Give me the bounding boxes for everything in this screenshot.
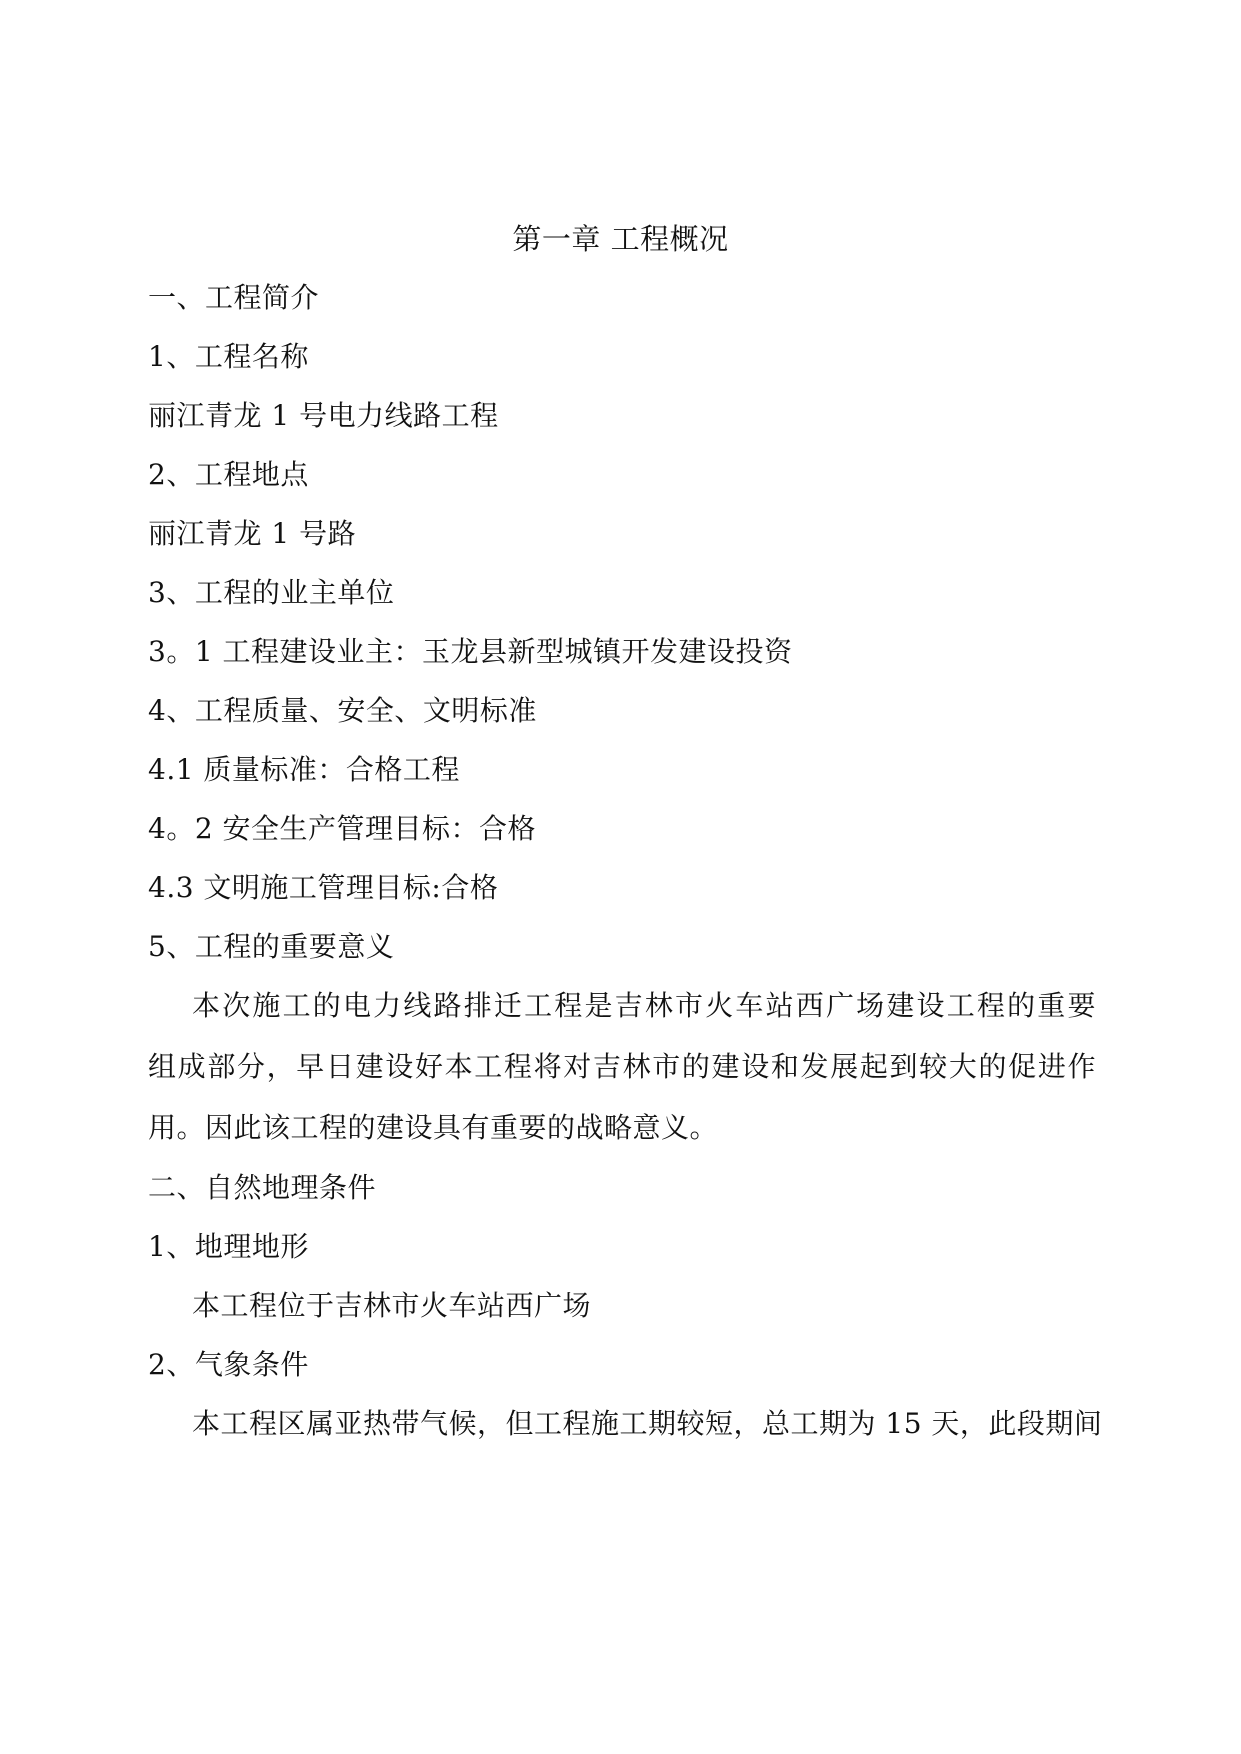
project-name-text: 丽江青龙 1 号电力线路工程 bbox=[148, 399, 499, 432]
item-heading-project-location: 2、工程地点 bbox=[148, 458, 309, 491]
civilized-construction-text: 4.3 文明施工管理目标:合格 bbox=[148, 871, 499, 904]
significance-paragraph-line-1: 本次施工的电力线路排迁工程是吉林市火车站西广场建设工程的重要 bbox=[192, 989, 1096, 1022]
item-heading-project-name: 1、工程名称 bbox=[148, 340, 309, 373]
item-heading-owner: 3、工程的业主单位 bbox=[148, 576, 395, 609]
significance-paragraph-line-3: 用。因此该工程的建设具有重要的战略意义。 bbox=[148, 1111, 719, 1144]
significance-paragraph-line-2: 组成部分，早日建设好本工程将对吉林市的建设和发展起到较大的促进作 bbox=[148, 1050, 1096, 1083]
item-heading-weather: 2、气象条件 bbox=[148, 1348, 309, 1381]
section-heading-natural-conditions: 二、自然地理条件 bbox=[148, 1171, 377, 1204]
project-location-text: 丽江青龙 1 号路 bbox=[148, 517, 357, 550]
owner-text: 3。1 工程建设业主：玉龙县新型城镇开发建设投资 bbox=[148, 635, 793, 668]
quality-standard-text: 4.1 质量标准：合格工程 bbox=[148, 753, 460, 786]
safety-target-text: 4。2 安全生产管理目标：合格 bbox=[148, 812, 537, 845]
chapter-title: 第一章 工程概况 bbox=[512, 222, 729, 256]
item-heading-significance: 5、工程的重要意义 bbox=[148, 930, 395, 963]
section-heading-project-intro: 一、工程简介 bbox=[148, 281, 320, 314]
item-heading-standards: 4、工程质量、安全、文明标准 bbox=[148, 694, 537, 727]
item-heading-geography: 1、地理地形 bbox=[148, 1230, 309, 1263]
weather-text: 本工程区属亚热带气候，但工程施工期较短，总工期为 15 天，此段期间 bbox=[192, 1407, 1103, 1440]
geography-text: 本工程位于吉林市火车站西广场 bbox=[192, 1289, 592, 1322]
